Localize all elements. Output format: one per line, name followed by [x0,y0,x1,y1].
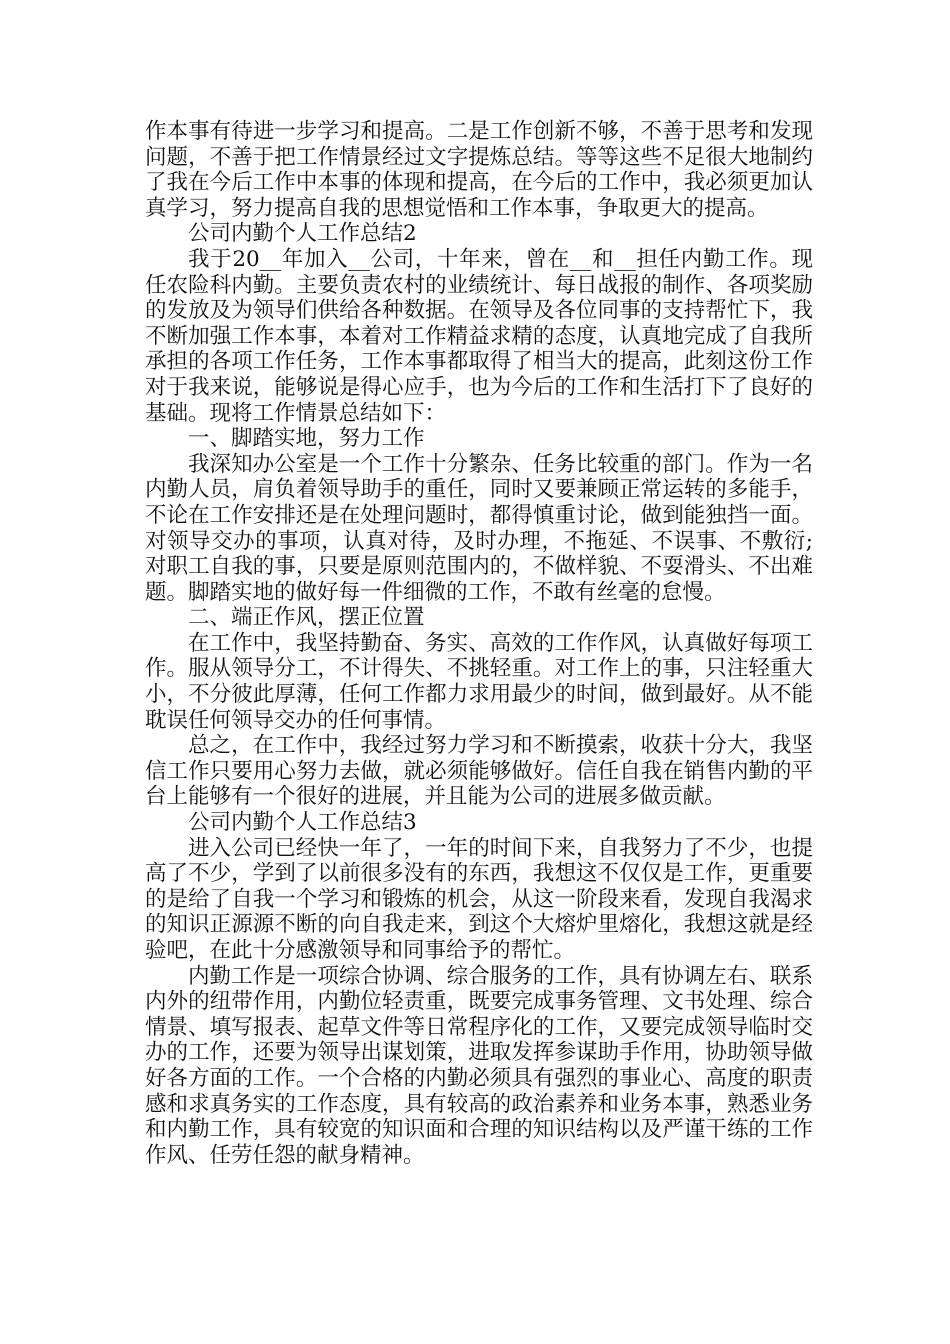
section-heading: 二、端正作风，摆正位置 [188,605,425,631]
section-heading: 一、脚踏实地，努力工作 [188,426,425,452]
paragraph: 作本事有待进一步学习和提高。二是工作创新不够，不善于思考和发现问题，不善于把工作情景经过文字提炼总结。等等这些不足很大地制约了我在今后工作中本事的体现和提高，在今后的工作中，我必须更加认真学习，努力提高自我的思想觉悟和工作本事，争取更大的提高。 [145,119,813,221]
paragraph: 进入公司已经快一年了，一年的时间下来，自我努力了不少，也提高了不少，学到了以前很多没有的东西，我想这不仅仅是工作，更重要的是给了自我一个学习和锻炼的机会，从这一阶段来看，发现自我渴求的知识正源源不断的向自我走来，到这个大熔炉里熔化，我想这就是经验吧，在此十分感激领导和同事给予的帮忙。 [145,835,813,963]
paragraph: 内勤工作是一项综合协调、综合服务的工作，具有协调左右、联系内外的纽带作用，内勤位轻责重，既要完成事务管理、文书处理、综合情景、填写报表、起草文件等日常程序化的工作，又要完成领导临时交办的工作，还要为领导出谋划策，进取发挥参谋助手作用，协助领导做好各方面的工作。一个合格的内勤必须具有强烈的事业心、高度的职责感和求真务实的工作态度，具有较高的政治素养和业务本事，熟悉业务和内勤工作，具有较宽的知识面和合理的知识结构以及严谨干练的工作作风、任劳任怨的献身精神。 [145,963,813,1168]
paragraph: 总之，在工作中，我经过努力学习和不断摸索，收获十分大，我坚信工作只要用心努力去做，就必须能够做好。信任自我在销售内勤的平台上能够有一个很好的进展，并且能为公司的进展多做贡献。 [145,733,813,810]
paragraph: 我于20__年加入__公司，十年来，曾在__和__担任内勤工作。现任农险科内勤。主要负责农村的业绩统计、每日战报的制作、各项奖励的发放及为领导们供给各种数据。在领导及各位同事的支持帮忙下，我不断加强工作本事，本着对工作精益求精的态度，认真地完成了自我所承担的各项工作任务，工作本事都取得了相当大的提高，此刻这份工作对于我来说，能够说是得心应手，也为今后的工作和生活打下了良好的基础。现将工作情景总结如下： [145,246,813,426]
document-body [145,119,813,1168]
paragraph: 在工作中，我坚持勤奋、务实、高效的工作作风，认真做好每项工作。服从领导分工，不计得失、不挑轻重。对工作上的事，只注轻重大小，不分彼此厚薄，任何工作都力求用最少的时间，做到最好。从不能耽误任何领导交办的任何事情。 [145,630,813,733]
section-heading: 公司内勤个人工作总结3 [188,810,417,836]
section-heading: 公司内勤个人工作总结2 [188,221,417,247]
paragraph: 我深知办公室是一个工作十分繁杂、任务比较重的部门。作为一名内勤人员，肩负着领导助手的重任，同时又要兼顾正常运转的多能手，不论在工作安排还是在处理问题时，都得慎重讨论，做到能独挡一面。对领导交办的事项，认真对待，及时办理，不拖延、不误事、不敷衍;对职工自我的事，只要是原则范围内的，不做样貌、不耍滑头、不出难题。脚踏实地的做好每一件细微的工作，不敢有丝毫的怠慢。 [145,451,813,605]
